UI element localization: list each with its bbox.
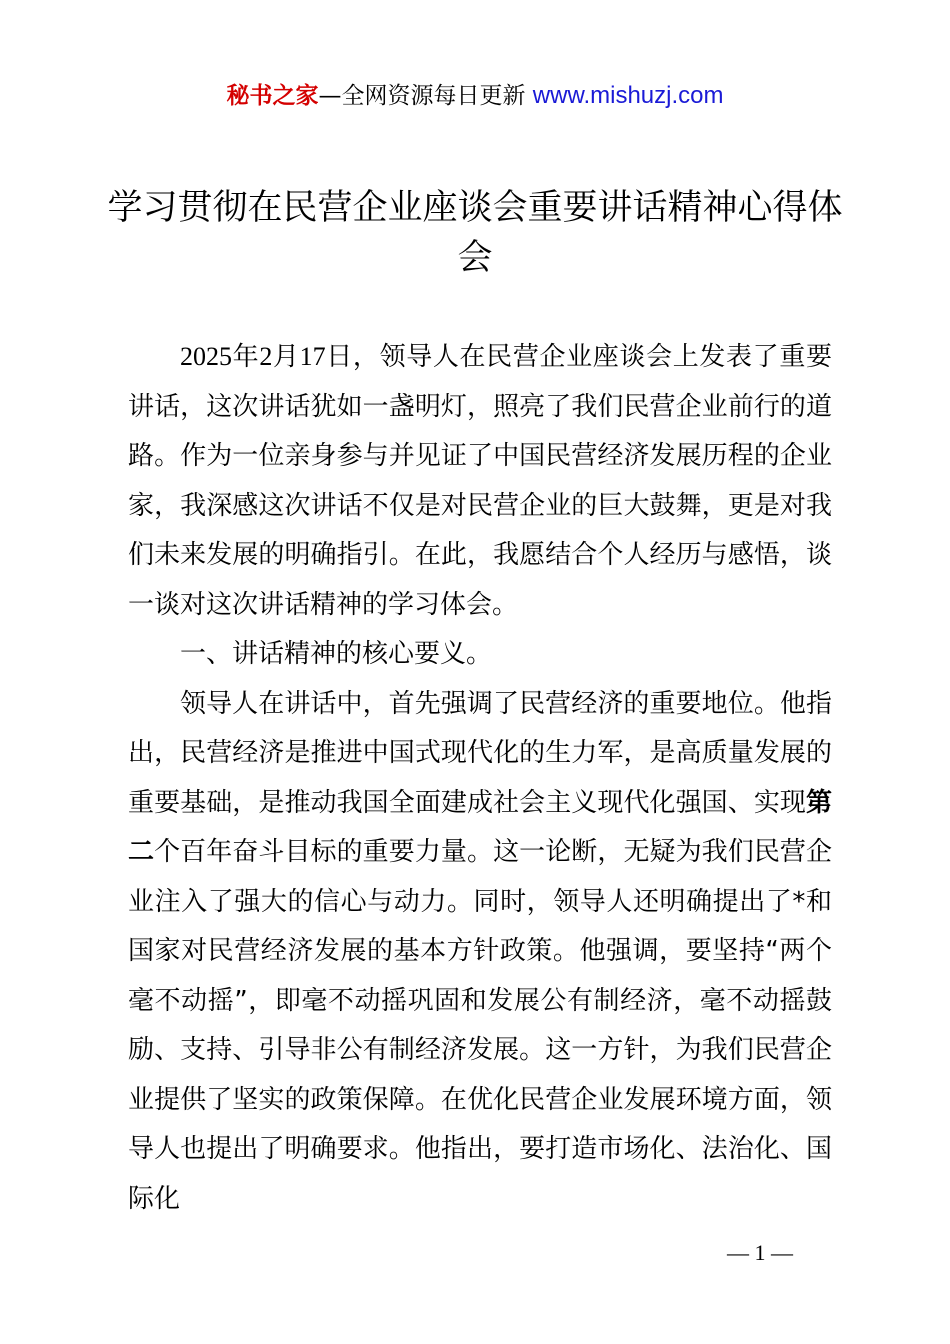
intro-paragraph (128, 332, 832, 630)
site-url-link[interactable]: www.mishuzj.com (532, 82, 724, 109)
page-number: — 1 — (727, 1240, 793, 1265)
document-title: 学习贯彻在民营企业座谈会重要讲话精神心得体会 (107, 188, 843, 278)
intro-month-unit: 月 (272, 342, 300, 372)
intro-day: 17 (299, 342, 326, 371)
intro-month: 2 (259, 342, 273, 371)
site-tagline: —全网资源每日更新 (318, 83, 533, 109)
para2-text-b: 个百年奋斗目标的重要力量。这一论断，无疑为我们民营企业注入了强大的信心与动力。同时，领导人还明确提出了*和国家对民营经济发展的基本方针政策。他强调，要坚持“两个毫不动摇”，即毫不动摇巩固和发展公有制经济，毫不动摇鼓励、支持、引导非公有制经济发展。这一方针，为我们民营企业提供了坚实的政策保障。在优化民营企业发展环境方面，领导人也提出了明确要求。他指出，要打造市场化、法治化、国际化 (128, 837, 832, 1214)
para2-bold-text: 第二 (128, 787, 832, 867)
section-heading-1: 一、讲话精神的核心要义。 (180, 639, 493, 669)
intro-year-unit: 年 (232, 342, 260, 372)
body-paragraph-2 (128, 680, 832, 1225)
site-header (0, 80, 950, 112)
document-body (128, 332, 832, 1224)
site-brand: 秘书之家 (226, 83, 319, 109)
intro-year: 2025 (180, 342, 232, 371)
intro-text: 日，领导人在民营企业座谈会上发表了重要讲话，这次讲话犹如一盏明灯，照亮了我们民营企业前行的道路。作为一位亲身参与并见证了中国民营经济发展历程的企业家，我深感这次讲话不仅是对民营企业的巨大鼓舞，更是对我们未来发展的明确指引。在此，我愿结合个人经历与感悟，谈一谈对这次讲话精神的学习体会。 (128, 342, 832, 620)
para2-text-a: 领导人在讲话中，首先强调了民营经济的重要地位。他指出，民营经济是推进中国式现代化的生力军，是高质量发展的重要基础，是推动我国全面建成社会主义现代化强国、实现 (128, 688, 832, 818)
